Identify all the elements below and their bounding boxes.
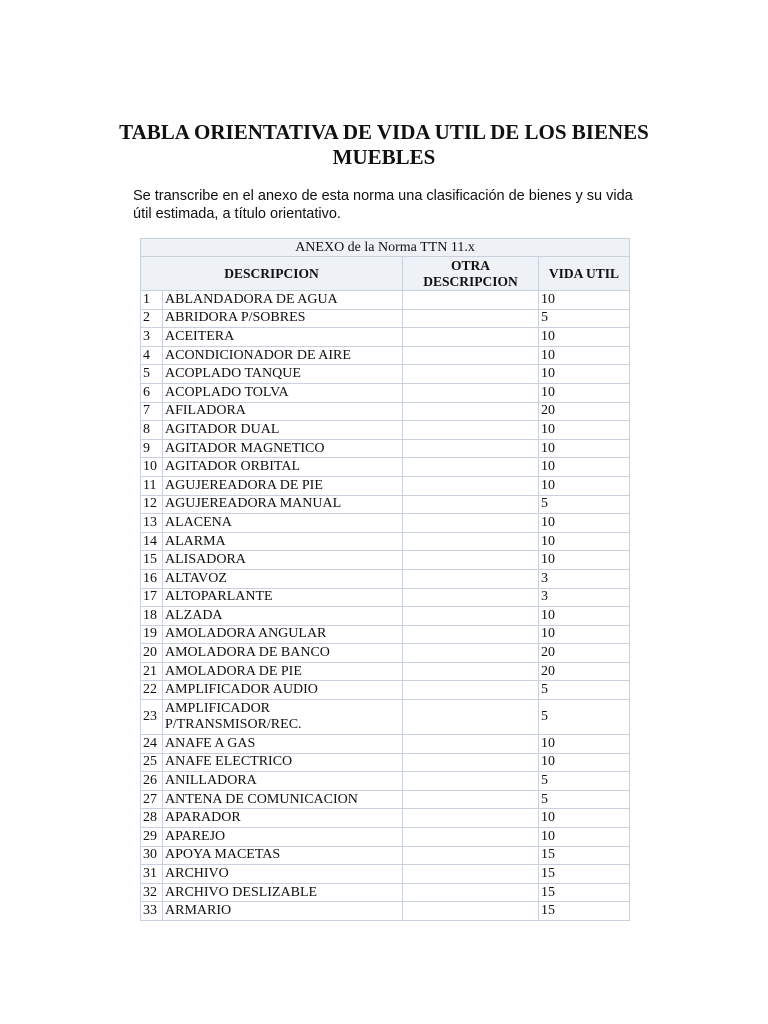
row-descripcion: ALISADORA <box>163 551 403 570</box>
row-descripcion: ACEITERA <box>163 328 403 347</box>
row-vida-util: 20 <box>539 644 630 663</box>
row-descripcion: ALARMA <box>163 532 403 551</box>
row-descripcion: ACOPLADO TANQUE <box>163 365 403 384</box>
row-vida-util: 10 <box>539 383 630 402</box>
row-vida-util: 10 <box>539 735 630 754</box>
table-row <box>141 439 630 458</box>
row-descripcion: AGITADOR MAGNETICO <box>163 439 403 458</box>
row-number: 13 <box>141 514 163 533</box>
table-row <box>141 735 630 754</box>
row-number: 5 <box>141 365 163 384</box>
row-otra-descripcion <box>403 662 539 681</box>
table-row <box>141 625 630 644</box>
row-otra-descripcion <box>403 772 539 791</box>
table-caption: ANEXO de la Norma TTN 11.x <box>141 239 630 257</box>
table-row <box>141 514 630 533</box>
row-vida-util: 15 <box>539 902 630 921</box>
row-number: 33 <box>141 902 163 921</box>
row-otra-descripcion <box>403 883 539 902</box>
header-otra-descripcion: OTRA DESCRIPCION <box>403 257 539 291</box>
row-otra-descripcion <box>403 569 539 588</box>
row-otra-descripcion <box>403 753 539 772</box>
row-descripcion: AMPLIFICADOR P/TRANSMISOR/REC. <box>163 700 403 735</box>
table-caption-row <box>141 239 630 257</box>
row-descripcion: ALTAVOZ <box>163 569 403 588</box>
table-header-row <box>141 257 630 291</box>
table-row <box>141 700 630 735</box>
row-descripcion: AGUJEREADORA MANUAL <box>163 495 403 514</box>
row-vida-util: 20 <box>539 402 630 421</box>
table-row <box>141 476 630 495</box>
row-number: 9 <box>141 439 163 458</box>
row-number: 3 <box>141 328 163 347</box>
table-body <box>141 291 630 921</box>
row-descripcion: AGITADOR ORBITAL <box>163 458 403 477</box>
table-row <box>141 309 630 328</box>
row-otra-descripcion <box>403 495 539 514</box>
table-row <box>141 328 630 347</box>
page-title: TABLA ORIENTATIVA DE VIDA UTIL DE LOS BIENES MUEBLES <box>119 120 649 169</box>
row-number: 30 <box>141 846 163 865</box>
row-otra-descripcion <box>403 458 539 477</box>
row-otra-descripcion <box>403 735 539 754</box>
row-number: 31 <box>141 865 163 884</box>
row-descripcion: ACOPLADO TOLVA <box>163 383 403 402</box>
row-number: 24 <box>141 735 163 754</box>
row-vida-util: 20 <box>539 662 630 681</box>
table-row <box>141 532 630 551</box>
row-descripcion: APAREJO <box>163 828 403 847</box>
row-vida-util: 15 <box>539 865 630 884</box>
row-vida-util: 3 <box>539 569 630 588</box>
row-number: 28 <box>141 809 163 828</box>
table-row <box>141 365 630 384</box>
row-number: 8 <box>141 421 163 440</box>
row-number: 10 <box>141 458 163 477</box>
row-vida-util: 5 <box>539 495 630 514</box>
table-row <box>141 846 630 865</box>
row-descripcion: ANAFE A GAS <box>163 735 403 754</box>
row-descripcion: AGUJEREADORA DE PIE <box>163 476 403 495</box>
row-descripcion: AFILADORA <box>163 402 403 421</box>
row-number: 7 <box>141 402 163 421</box>
row-descripcion: AMOLADORA DE BANCO <box>163 644 403 663</box>
row-number: 27 <box>141 790 163 809</box>
row-descripcion: ARMARIO <box>163 902 403 921</box>
row-descripcion: APARADOR <box>163 809 403 828</box>
row-vida-util: 10 <box>539 458 630 477</box>
row-number: 6 <box>141 383 163 402</box>
row-number: 18 <box>141 607 163 626</box>
row-number: 23 <box>141 700 163 735</box>
row-otra-descripcion <box>403 476 539 495</box>
row-vida-util: 10 <box>539 551 630 570</box>
row-descripcion: AMOLADORA DE PIE <box>163 662 403 681</box>
row-number: 21 <box>141 662 163 681</box>
row-descripcion: ALACENA <box>163 514 403 533</box>
table-row <box>141 772 630 791</box>
row-otra-descripcion <box>403 551 539 570</box>
row-vida-util: 5 <box>539 772 630 791</box>
row-vida-util: 10 <box>539 346 630 365</box>
row-number: 12 <box>141 495 163 514</box>
row-descripcion: ARCHIVO DESLIZABLE <box>163 883 403 902</box>
row-vida-util: 10 <box>539 625 630 644</box>
row-descripcion: ABLANDADORA DE AGUA <box>163 291 403 310</box>
table-row <box>141 458 630 477</box>
row-otra-descripcion <box>403 309 539 328</box>
row-otra-descripcion <box>403 346 539 365</box>
row-otra-descripcion <box>403 402 539 421</box>
row-descripcion: AGITADOR DUAL <box>163 421 403 440</box>
table-row <box>141 753 630 772</box>
row-descripcion: AMOLADORA ANGULAR <box>163 625 403 644</box>
table-row <box>141 495 630 514</box>
row-number: 15 <box>141 551 163 570</box>
row-otra-descripcion <box>403 700 539 735</box>
row-vida-util: 10 <box>539 753 630 772</box>
row-otra-descripcion <box>403 588 539 607</box>
row-vida-util: 10 <box>539 514 630 533</box>
row-descripcion: ACONDICIONADOR DE AIRE <box>163 346 403 365</box>
row-otra-descripcion <box>403 291 539 310</box>
row-otra-descripcion <box>403 809 539 828</box>
row-vida-util: 15 <box>539 883 630 902</box>
row-vida-util: 10 <box>539 532 630 551</box>
row-otra-descripcion <box>403 902 539 921</box>
row-otra-descripcion <box>403 607 539 626</box>
table-row <box>141 681 630 700</box>
row-number: 19 <box>141 625 163 644</box>
table-row <box>141 383 630 402</box>
table-row <box>141 346 630 365</box>
row-number: 25 <box>141 753 163 772</box>
row-otra-descripcion <box>403 846 539 865</box>
table-row <box>141 865 630 884</box>
row-number: 22 <box>141 681 163 700</box>
row-number: 14 <box>141 532 163 551</box>
row-number: 17 <box>141 588 163 607</box>
vida-util-table <box>140 238 630 921</box>
table-row <box>141 644 630 663</box>
header-vida-util: VIDA UTIL <box>539 257 630 291</box>
row-descripcion: ANAFE ELECTRICO <box>163 753 403 772</box>
row-vida-util: 10 <box>539 365 630 384</box>
row-otra-descripcion <box>403 383 539 402</box>
row-number: 20 <box>141 644 163 663</box>
row-vida-util: 10 <box>539 607 630 626</box>
row-otra-descripcion <box>403 421 539 440</box>
intro-paragraph: Se transcribe en el anexo de esta norma una clasificación de bienes y su vida útil estimada, a título orientativo. <box>133 188 633 222</box>
row-number: 26 <box>141 772 163 791</box>
row-number: 4 <box>141 346 163 365</box>
row-descripcion: ALZADA <box>163 607 403 626</box>
row-otra-descripcion <box>403 681 539 700</box>
row-otra-descripcion <box>403 514 539 533</box>
row-vida-util: 10 <box>539 809 630 828</box>
table-row <box>141 883 630 902</box>
table-row <box>141 662 630 681</box>
row-vida-util: 3 <box>539 588 630 607</box>
row-vida-util: 5 <box>539 681 630 700</box>
row-vida-util: 5 <box>539 790 630 809</box>
table-row <box>141 291 630 310</box>
row-otra-descripcion <box>403 644 539 663</box>
row-vida-util: 5 <box>539 309 630 328</box>
row-otra-descripcion <box>403 865 539 884</box>
table-row <box>141 569 630 588</box>
row-otra-descripcion <box>403 439 539 458</box>
row-vida-util: 10 <box>539 421 630 440</box>
row-descripcion: ALTOPARLANTE <box>163 588 403 607</box>
table-row <box>141 828 630 847</box>
row-otra-descripcion <box>403 328 539 347</box>
row-number: 2 <box>141 309 163 328</box>
row-otra-descripcion <box>403 532 539 551</box>
row-vida-util: 10 <box>539 439 630 458</box>
table-row <box>141 809 630 828</box>
row-otra-descripcion <box>403 790 539 809</box>
row-vida-util: 15 <box>539 846 630 865</box>
table-row <box>141 790 630 809</box>
row-descripcion: ABRIDORA P/SOBRES <box>163 309 403 328</box>
table-row <box>141 902 630 921</box>
row-descripcion: AMPLIFICADOR AUDIO <box>163 681 403 700</box>
table-row <box>141 551 630 570</box>
row-number: 11 <box>141 476 163 495</box>
table-row <box>141 421 630 440</box>
row-vida-util: 10 <box>539 828 630 847</box>
row-otra-descripcion <box>403 828 539 847</box>
row-descripcion: ANILLADORA <box>163 772 403 791</box>
row-descripcion: ARCHIVO <box>163 865 403 884</box>
row-otra-descripcion <box>403 625 539 644</box>
table-row <box>141 402 630 421</box>
row-number: 32 <box>141 883 163 902</box>
row-number: 29 <box>141 828 163 847</box>
row-vida-util: 5 <box>539 700 630 735</box>
table-row <box>141 588 630 607</box>
row-vida-util: 10 <box>539 291 630 310</box>
row-number: 1 <box>141 291 163 310</box>
header-descripcion: DESCRIPCION <box>141 257 403 291</box>
row-descripcion: APOYA MACETAS <box>163 846 403 865</box>
row-vida-util: 10 <box>539 328 630 347</box>
row-vida-util: 10 <box>539 476 630 495</box>
table-row <box>141 607 630 626</box>
row-descripcion: ANTENA DE COMUNICACION <box>163 790 403 809</box>
row-number: 16 <box>141 569 163 588</box>
row-otra-descripcion <box>403 365 539 384</box>
